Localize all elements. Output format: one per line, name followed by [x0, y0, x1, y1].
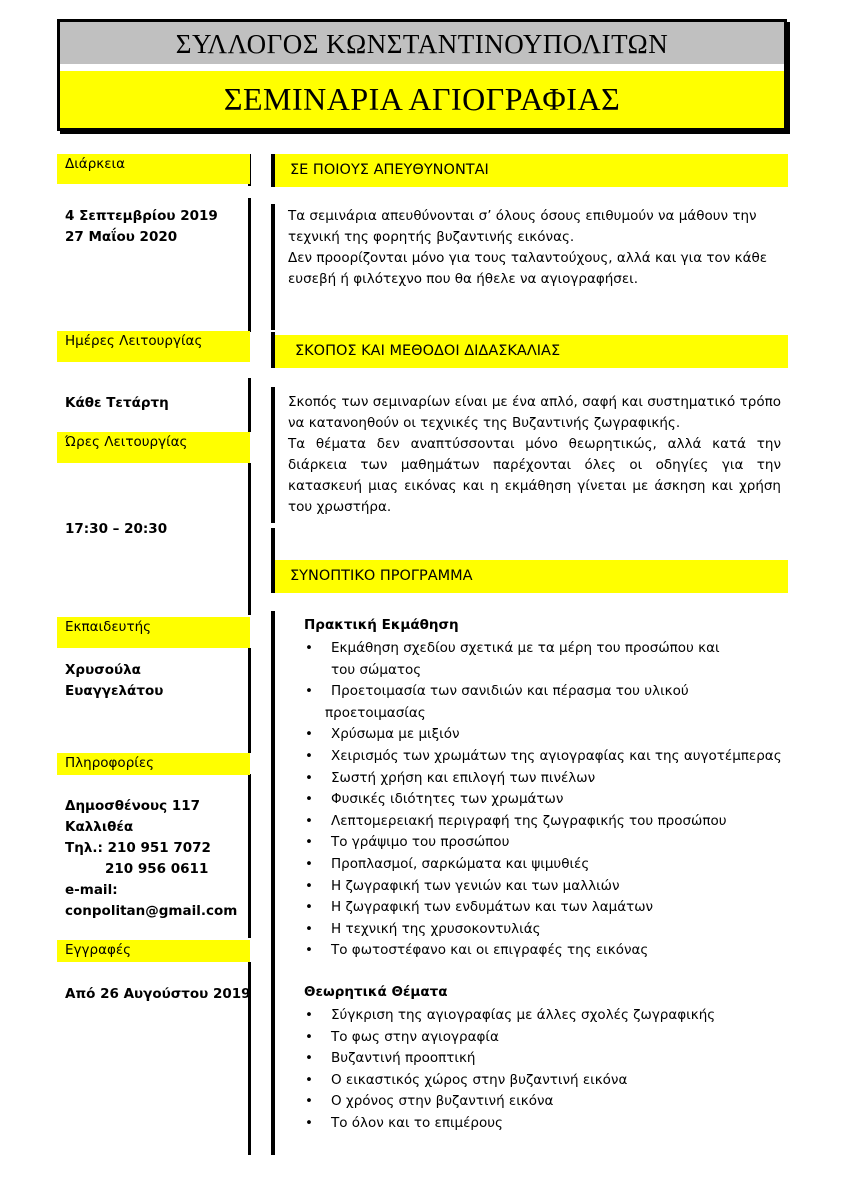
sidebar-divider	[248, 648, 251, 753]
section-divider	[271, 204, 275, 330]
sidebar-divider	[248, 463, 251, 615]
practical-item-text: προετοιμασίας	[325, 704, 426, 721]
duration-value	[65, 206, 218, 248]
practical-item-text: • Χειρισμός των χρωμάτων της αγιογραφίας και της αυγοτέμπερας	[331, 747, 782, 764]
practical-item	[305, 746, 782, 768]
registration-value: Από 26 Αυγούστου 2019	[65, 986, 251, 1002]
purpose-paragraph: Σκοπός των σεμιναρίων είναι με ένα απλό, σαφή και συστηματικό τρόπο να κατανοηθούν οι τεχνικές της Βυζαντινής ζωγραφικής.	[288, 394, 781, 431]
program-heading: ΣΥΝΟΠΤΙΚΟ ΠΡΟΓΡΑΜΜΑ	[275, 560, 788, 593]
info-value	[65, 796, 237, 922]
duration-label: Διάρκεια	[57, 154, 250, 184]
phone-line: Τηλ.: 210 951 7072	[65, 840, 211, 856]
sidebar-divider	[248, 378, 251, 432]
days-label: Ημέρες Λειτουργίας	[57, 331, 250, 362]
practical-item	[305, 854, 782, 876]
audience-text	[288, 206, 781, 290]
theory-item: • Ο εικαστικός χώρος στην βυζαντινή εικόνα	[305, 1070, 715, 1092]
practical-item	[305, 876, 782, 898]
practical-item-text: • Η ζωγραφική των γενιών και των μαλλιών	[331, 877, 620, 894]
practical-item	[305, 919, 782, 941]
practical-item	[305, 724, 782, 746]
header-frame	[57, 19, 787, 131]
practical-item-text: • Το φωτοστέφανο και οι επιγραφές της εικόνας	[331, 942, 649, 959]
practical-heading: Πρακτική Εκμάθηση	[304, 617, 459, 633]
organization-name: ΣΥΛΛΟΓΟΣ ΚΩΝΣΤΑΝΤΙΝΟΥΠΟΛΙΤΩΝ	[60, 22, 784, 64]
practical-item	[305, 940, 782, 962]
instructor-label: Εκπαιδευτής	[57, 617, 250, 648]
document-title: ΣΕΜΙΝΑΡΙΑ ΑΓΙΟΓΡΑΦΙΑΣ	[60, 71, 784, 128]
sidebar-divider	[248, 774, 251, 938]
section-divider	[271, 387, 275, 523]
practical-item	[305, 811, 782, 833]
practical-item-text: • Εκμάθηση σχεδίου σχετικά με τα μέρη του προσώπου και	[331, 640, 720, 656]
audience-heading: ΣΕ ΠΟΙΟΥΣ ΑΠΕΥΘΥΝΟΝΤΑΙ	[275, 154, 788, 187]
theory-item: • Βυζαντινή προοπτική	[305, 1048, 715, 1070]
theory-item: • Το όλον και το επιμέρους	[305, 1113, 715, 1135]
audience-paragraph: Τα σεμινάρια απευθύνονται σ’ όλους όσους επιθυμούν να μάθουν την τεχνική της φορητής βυζαντινής εικόνας.	[288, 208, 757, 245]
instructor-line: Χρυσούλα	[65, 662, 141, 678]
theory-item: • Σύγκριση της αγιογραφίας με άλλες σχολές ζωγραφικής	[305, 1005, 715, 1027]
duration-end: 27 Μαΐου 2020	[65, 229, 178, 245]
purpose-paragraph: Τα θέματα δεν αναπτύσσονται μόνο θεωρητικώς, αλλά κατά την διάρκεια των μαθημάτων παρέχονται όλες οι οδηγίες για την κατασκευή μιας εικόνας και η εκμάθηση γίνεται με άσκηση και χρήση του χρωστήρα.	[288, 436, 781, 515]
practical-item	[305, 638, 782, 681]
section-divider	[271, 611, 275, 1155]
practical-item-text: • Χρύσωμα με μιξιόν	[331, 726, 460, 743]
duration-start: 4 Σεπτεμβρίου 2019	[65, 208, 218, 224]
purpose-text	[288, 392, 781, 518]
phone-line: 210 956 0611	[105, 861, 209, 877]
practical-item	[305, 832, 782, 854]
theory-item: • Το φως στην αγιογραφία	[305, 1027, 715, 1049]
practical-item-text: • Το γράψιμο του προσώπου	[331, 834, 510, 851]
registration-label: Εγγραφές	[57, 940, 250, 962]
email-link[interactable]: conpolitan@gmail.com	[65, 903, 238, 919]
address-line: Δημοσθένους 117	[65, 798, 201, 814]
hours-value: 17:30 – 20:30	[65, 521, 168, 537]
practical-item-text: • Προπλασμοί, σαρκώματα και ψιμυθιές	[331, 855, 590, 872]
info-label: Πληροφορίες	[57, 753, 250, 775]
practical-item-text: • Η ζωγραφική των ενδυμάτων και των λαμάτων	[331, 899, 654, 916]
instructor-line: Ευαγγελάτου	[65, 683, 164, 699]
sidebar-divider	[248, 198, 251, 332]
practical-item	[305, 897, 782, 919]
theory-list	[305, 1005, 715, 1135]
theory-item: • Ο χρόνος στην βυζαντινή εικόνα	[305, 1091, 715, 1113]
practical-item-text: • Προετοιμασία των σανιδιών και πέρασμα του υλικού	[331, 683, 689, 700]
practical-item-text: του σώματος	[331, 661, 422, 678]
practical-item-text: • Η τεχνική της χρυσοκοντυλιάς	[331, 920, 541, 937]
practical-item-text: • Φυσικές ιδιότητες των χρωμάτων	[331, 791, 564, 808]
hours-label: Ώρες Λειτουργίας	[57, 432, 250, 463]
practical-item	[305, 789, 782, 811]
practical-item-text: • Σωστή χρήση και επιλογή των πινέλων	[331, 769, 596, 786]
days-value: Κάθε Τετάρτη	[65, 395, 169, 411]
instructor-value	[65, 660, 163, 702]
email-label: e-mail:	[65, 882, 118, 898]
purpose-heading: ΣΚΟΠΟΣ ΚΑΙ ΜΕΘΟΔΟΙ ΔΙΔΑΣΚΑΛΙΑΣ	[275, 335, 788, 368]
theory-heading: Θεωρητικά Θέματα	[304, 984, 448, 1000]
practical-item	[305, 768, 782, 790]
practical-list	[305, 638, 782, 962]
practical-item	[305, 681, 782, 724]
audience-paragraph: Δεν προορίζονται μόνο για τους ταλαντούχους, αλλά και για τον κάθε ευσεβή ή φιλότεχνο που θα ήθελε να αγιογραφήσει.	[288, 250, 768, 287]
practical-item-text: • Λεπτομερειακή περιγραφή της ζωγραφικής του προσώπου	[331, 812, 727, 829]
address-line: Καλλιθέα	[65, 819, 134, 835]
